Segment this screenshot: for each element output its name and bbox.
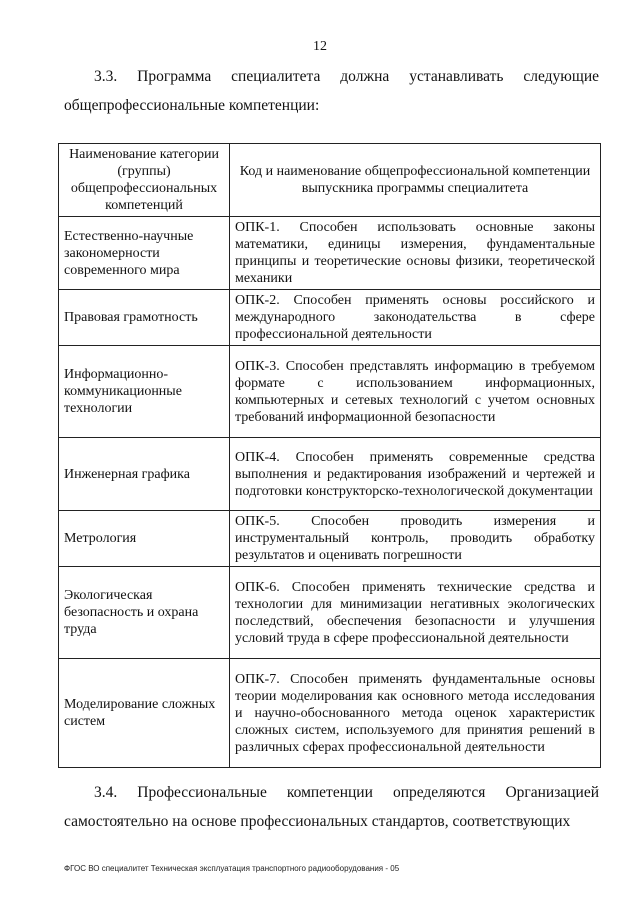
competence-cell: ОПК-2. Способен применять основы российского и международного законодательства в сфере профессиональной деятельности xyxy=(230,290,601,346)
competence-cell: ОПК-1. Способен использовать основные законы математики, единицы измерения, фундаментальные принципы и теоретические основы физики, теоретической механики xyxy=(230,217,601,290)
outro-line-2: самостоятельно на основе профессиональных стандартов, соответствующих xyxy=(64,813,571,830)
page-number: 12 xyxy=(313,39,327,54)
table-row xyxy=(59,217,601,290)
table-header-category: Наименование категории (группы) общепрофессиональных компетенций xyxy=(59,144,230,217)
competence-cell: ОПК-3. Способен представлять информацию в требуемом формате с использованием информационных, компьютерных и сетевых технологий с учетом основных требований информационной безопасности xyxy=(230,346,601,438)
table-row xyxy=(59,511,601,567)
table-row xyxy=(59,346,601,438)
footer-text: ФГОС ВО специалитет Техническая эксплуатация транспортного радиооборудования - 05 xyxy=(64,864,400,873)
outro-paragraph xyxy=(64,778,599,836)
competence-cell: ОПК-4. Способен применять современные средства выполнения и редактирования изображений и чертежей и подготовки конструкторско-технологической документации xyxy=(230,438,601,511)
competence-table xyxy=(58,143,601,768)
table-row xyxy=(59,438,601,511)
table-header-competence: Код и наименование общепрофессиональной компетенции выпускника программы специалитета xyxy=(230,144,601,217)
competence-cell: ОПК-7. Способен применять фундаментальные основы теории моделирования как основного метода исследования и научно-обоснованного метода оценок характеристик сложных систем, используемого для принятия решений в различных сферах профессиональной деятельности xyxy=(230,659,601,768)
table-row xyxy=(59,290,601,346)
category-cell: Моделирование сложных систем xyxy=(59,659,230,768)
category-cell: Метрология xyxy=(59,511,230,567)
intro-paragraph xyxy=(64,62,599,120)
category-cell: Экологическая безопасность и охрана труда xyxy=(59,567,230,659)
category-cell: Правовая грамотность xyxy=(59,290,230,346)
category-cell: Информационно-коммуникационные технологии xyxy=(59,346,230,438)
intro-line-2: общепрофессиональные компетенции: xyxy=(64,97,320,114)
table-row xyxy=(59,659,601,768)
category-cell: Инженерная графика xyxy=(59,438,230,511)
outro-line-1: 3.4. Профессиональные компетенции определяются Организацией xyxy=(94,784,599,801)
competence-cell: ОПК-5. Способен проводить измерения и инструментальный контроль, проводить обработку результатов и оценивать погрешности xyxy=(230,511,601,567)
table-row xyxy=(59,567,601,659)
category-cell: Естественно-научные закономерности современного мира xyxy=(59,217,230,290)
competence-cell: ОПК-6. Способен применять технические средства и технологии для минимизации негативных экологических последствий, обеспечения безопасности и улучшения условий труда в сфере профессиональной деятельности xyxy=(230,567,601,659)
intro-line-1: 3.3. Программа специалитета должна устанавливать следующие xyxy=(94,68,599,85)
